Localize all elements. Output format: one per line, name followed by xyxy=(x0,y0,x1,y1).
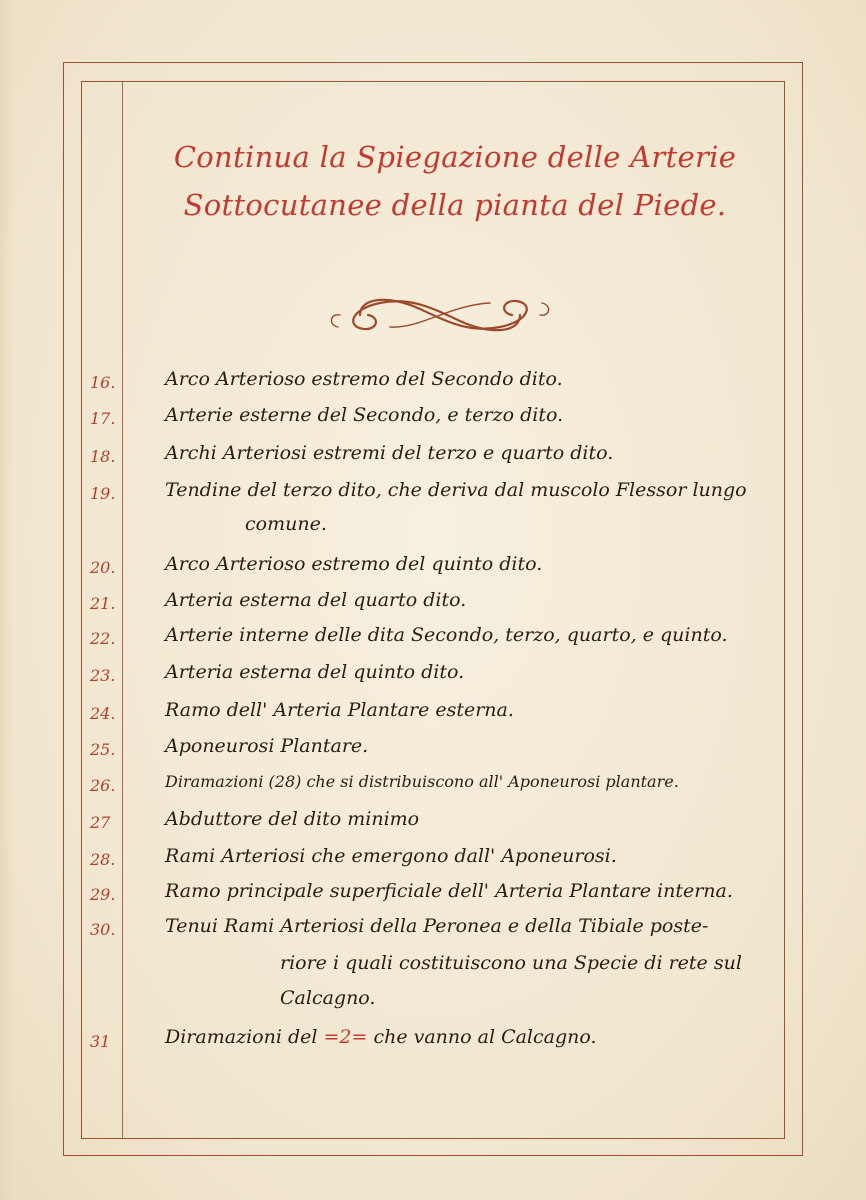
entry-text: Tendine del terzo dito, che deriva dal muscolo Flessor lungo xyxy=(165,479,747,501)
entry-text: Diramazioni (28) che si distribuiscono all' Aponeurosi plantare. xyxy=(165,772,679,791)
entry-text-part: che vanno al Calcagno. xyxy=(367,1026,597,1048)
entry-text: Arterie esterne del Secondo, e terzo dito. xyxy=(165,404,564,426)
entry-number: 23. xyxy=(90,666,116,685)
entry-number: 22. xyxy=(90,629,116,648)
entry-number: 26. xyxy=(90,776,116,795)
entry-text xyxy=(165,1028,775,1047)
entry-text: Aponeurosi Plantare. xyxy=(165,735,369,757)
entry-number: 16. xyxy=(90,373,116,392)
entry-text: Archi Arteriosi estremi del terzo e quarto dito. xyxy=(165,442,614,464)
page-title-line-2: Sottocutanee della pianta del Piede. xyxy=(183,188,727,222)
entry-number: 20. xyxy=(90,558,116,577)
entry-text-continuation: Calcagno. xyxy=(280,987,376,1009)
entry-number: 27 xyxy=(90,813,111,832)
entry-reference-number: =2= xyxy=(323,1026,368,1048)
entry-text-continuation: comune. xyxy=(245,513,327,535)
entry-number: 24. xyxy=(90,704,116,723)
entry-text: Rami Arteriosi che emergono dall' Aponeurosi. xyxy=(165,845,617,867)
entry-text: Arteria esterna del quinto dito. xyxy=(165,661,465,683)
entry-number: 30. xyxy=(90,920,116,939)
entry-number: 28. xyxy=(90,850,116,869)
page-title-line-1: Continua la Spiegazione delle Arterie xyxy=(173,140,737,174)
entry-text: Tenui Rami Arteriosi della Peronea e della Tibiale poste- xyxy=(165,915,709,937)
entry-text: Arco Arterioso estremo del quinto dito. xyxy=(165,553,543,575)
entry-number: 19. xyxy=(90,484,116,503)
entry-number: 31 xyxy=(90,1032,111,1051)
entry-text-part: Diramazioni del xyxy=(165,1026,324,1048)
entry-text: Ramo principale superficiale dell' Arteria Plantare interna. xyxy=(165,880,733,902)
entry-number: 18. xyxy=(90,447,116,466)
entry-number: 29. xyxy=(90,885,116,904)
ornamental-flourish xyxy=(320,285,560,345)
entry-number: 21. xyxy=(90,594,116,613)
entry-text: Arco Arterioso estremo del Secondo dito. xyxy=(165,368,563,390)
entry-text: Arterie interne delle dita Secondo, terzo, quarto, e quinto. xyxy=(165,624,728,646)
entry-text: Ramo dell' Arteria Plantare esterna. xyxy=(165,699,514,721)
entry-number: 25. xyxy=(90,740,116,759)
entry-text: Arteria esterna del quarto dito. xyxy=(165,589,467,611)
entry-number: 17. xyxy=(90,409,116,428)
entry-text-continuation: riore i quali costituiscono una Specie di rete sul xyxy=(280,952,742,974)
entry-text: Abduttore del dito minimo xyxy=(165,808,420,830)
